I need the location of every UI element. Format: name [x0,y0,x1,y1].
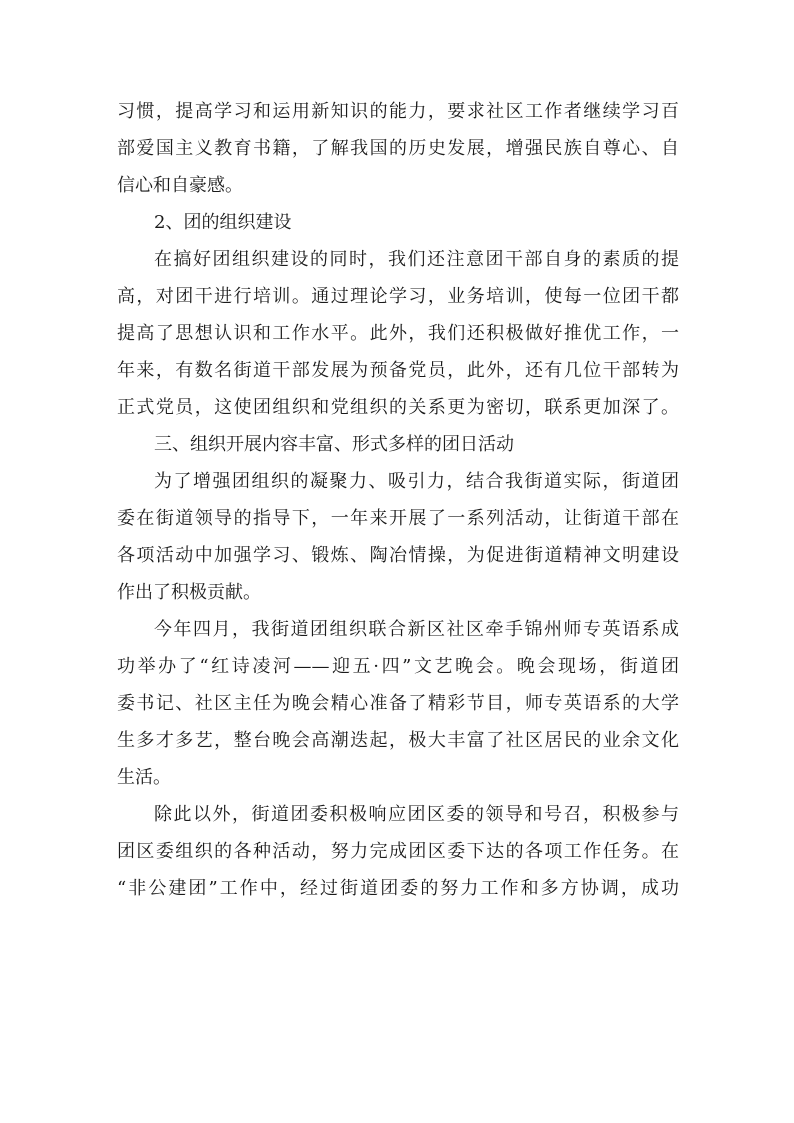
text-line: 高，对团干进行培训。通过理论学习，业务培训，使每一位团干都 [117,286,679,307]
text-line: 功举办了“红诗凌河——迎五·四”文艺晚会。晚会现场，街道团 [117,656,679,677]
text-line: 部爱国主义教育书籍，了解我国的历史发展，增强民族自尊心、自 [117,138,679,159]
paragraph-district-tasks [117,796,679,907]
text-line: 作出了积极贡献。 [117,582,261,603]
text-line: 各项活动中加强学习、锻炼、陶冶情操，为促进街道精神文明建设 [117,545,679,566]
section-heading-activities [117,426,679,463]
text-line: 三、组织开展内容丰富、形式多样的团日活动 [154,434,514,455]
paragraph-study-habits [117,93,679,204]
text-line: 提高了思想认识和工作水平。此外，我们还积极做好推优工作，一 [117,323,679,344]
text-line: 为了增强团组织的凝聚力、吸引力，结合我街道实际，街道团 [154,471,679,492]
text-line: 习惯，提高学习和运用新知识的能力，要求社区工作者继续学习百 [117,101,679,122]
paragraph-april-gala [117,611,679,796]
text-line: 正式党员，这使团组织和党组织的关系更为密切，联系更加深了。 [117,397,679,418]
document-page [117,93,679,907]
text-line: 2、团的组织建设 [154,212,292,233]
text-line: 年来，有数名街道干部发展为预备党员，此外，还有几位干部转为 [117,360,679,381]
section-heading-organization [117,204,679,241]
text-line: “非公建团”工作中，经过街道团委的努力工作和多方协调，成功 [117,878,679,899]
text-line: 在搞好团组织建设的同时，我们还注意团干部自身的素质的提 [154,249,679,270]
text-line: 信心和自豪感。 [117,175,243,196]
text-line: 生活。 [117,767,171,788]
text-line: 团区委组织的各种活动，努力完成团区委下达的各项工作任务。在 [117,841,679,862]
text-line: 生多才多艺，整台晚会高潮迭起，极大丰富了社区居民的业余文化 [117,730,679,751]
text-line: 今年四月，我街道团组织联合新区社区牵手锦州师专英语系成 [154,619,679,640]
text-line: 除此以外，街道团委积极响应团区委的领导和号召，积极参与 [154,804,679,825]
text-line: 委在街道领导的指导下，一年来开展了一系列活动，让街道干部在 [117,508,679,529]
paragraph-cadre-training [117,241,679,426]
paragraph-cohesion [117,463,679,611]
text-line: 委书记、社区主任为晚会精心准备了精彩节目，师专英语系的大学 [117,693,679,714]
